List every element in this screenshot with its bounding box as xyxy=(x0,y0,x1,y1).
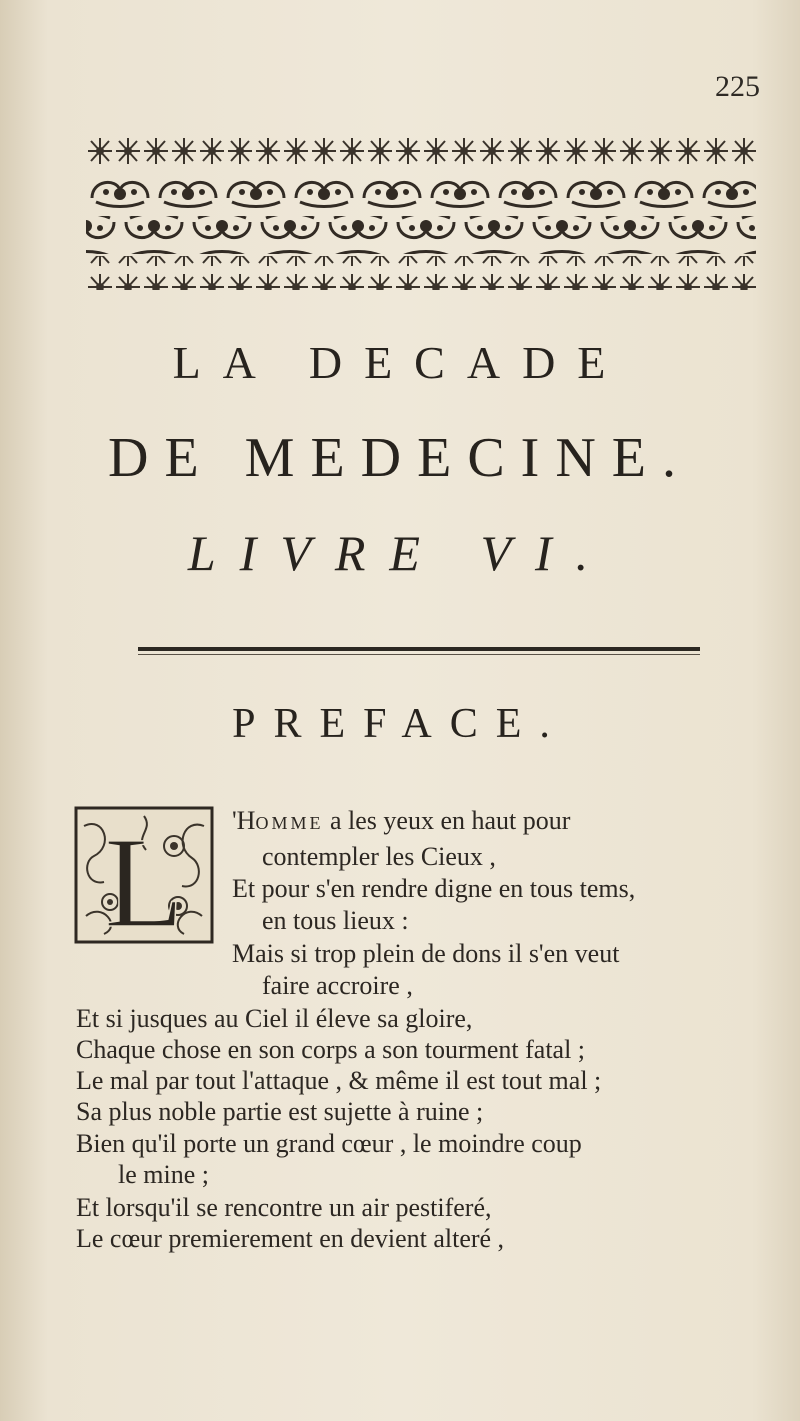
page-number: 225 xyxy=(715,70,760,103)
verse-line-5: Mais si trop plein de dons il s'en veut xyxy=(232,939,620,968)
title-line-3: LIVRE VI. xyxy=(187,525,613,581)
verse-line-4: en tous lieux : xyxy=(262,906,409,935)
verse-line-14: Le cœur premierement en devient alteré , xyxy=(76,1224,505,1253)
verse-line-1-smallcaps: omme xyxy=(255,806,324,835)
verse-line-9: Le mal par tout l'attaque , & même il est tout mal ; xyxy=(76,1066,602,1095)
horizontal-rule-thin xyxy=(138,654,700,655)
horizontal-rule xyxy=(138,647,700,651)
verse-line-1-start: 'H xyxy=(232,806,256,835)
ornamental-header-band xyxy=(86,134,756,290)
verse-line-2: contempler les Cieux , xyxy=(262,842,496,871)
title-line-2: DE MEDECINE. xyxy=(108,427,692,489)
drop-cap-letter: L xyxy=(104,811,184,944)
verse-line-6: faire accroire , xyxy=(262,971,413,1000)
verse-line-12: le mine ; xyxy=(118,1160,209,1189)
verse-line-7: Et si jusques au Ciel il éleve sa gloire, xyxy=(76,1004,473,1033)
verse-line-3: Et pour s'en rendre digne en tous tems, xyxy=(232,874,636,903)
verse-line-10: Sa plus noble partie est sujette à ruine ; xyxy=(76,1097,484,1126)
verse-line-8: Chaque chose en son corps a son tourment fatal ; xyxy=(76,1035,586,1064)
verse-line-1 xyxy=(232,806,570,836)
verse-line-13: Et lorsqu'il se rencontre un air pestiferé, xyxy=(76,1193,492,1222)
verse-line-11: Bien qu'il porte un grand cœur , le moindre coup xyxy=(76,1129,582,1158)
ornamental-drop-cap xyxy=(74,806,214,944)
verse-line-1-rest: a les yeux en haut pour xyxy=(323,806,571,835)
section-heading: PREFACE. xyxy=(232,701,568,747)
title-line-1: LA DECADE xyxy=(172,337,628,388)
